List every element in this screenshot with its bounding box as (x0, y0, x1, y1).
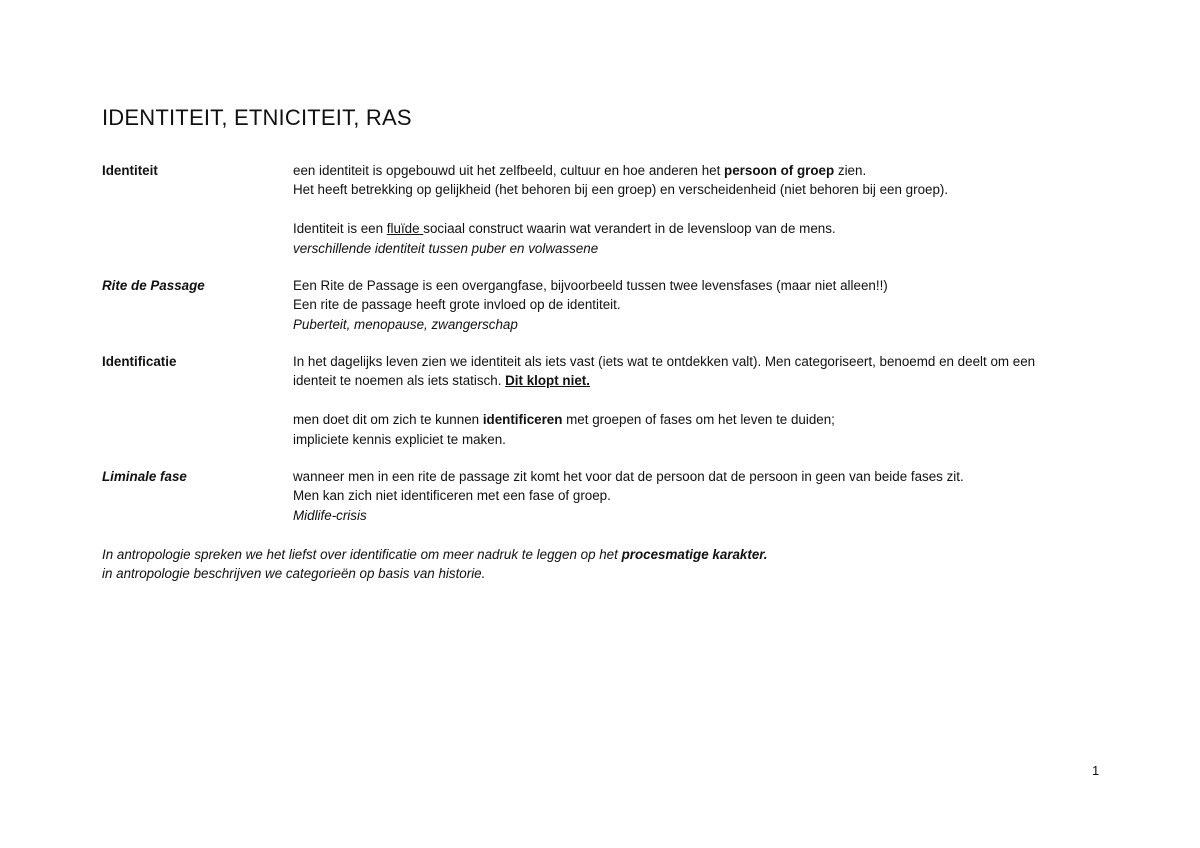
definition-line: Het heeft betrekking op gelijkheid (het behoren bij een groep) en verscheidenheid (niet behoren bij een groep). (293, 182, 949, 198)
note-line (102, 545, 767, 564)
definition-line: Men kan zich niet identificeren met een fase of groep. (293, 488, 611, 504)
text-run: sociaal construct waarin wat verandert in de levensloop van de mens. (423, 221, 836, 237)
term-liminale-fase: Liminale fase (102, 469, 187, 484)
definition-line: wanneer men in een rite de passage zit komt het voor dat de persoon dat de persoon in geen van beide fases zit. (293, 469, 964, 484)
definition-line: In het dagelijks leven zien we identiteit als iets vast (iets wat te ontdekken valt). Men categoriseert, benoemd en deelt om een (293, 354, 1036, 369)
closing-notes (102, 545, 767, 584)
underlined-text: fluïde (386, 221, 424, 237)
definition-line (293, 161, 1103, 180)
definition-line: Een rite de passage heeft grote invloed op de identiteit. (293, 297, 621, 313)
example-line: Puberteit, menopause, zwangerschap (293, 316, 518, 332)
definition-line (293, 410, 1103, 429)
page-number: 1 (1092, 763, 1100, 778)
term-identificatie: Identificatie (102, 354, 177, 369)
definition-identiteit (293, 161, 1103, 258)
definition-line (293, 219, 1103, 238)
text-run: Identiteit is een (293, 221, 387, 237)
example-line: Midlife-crisis (293, 507, 367, 523)
text-run: zien. (834, 163, 867, 178)
note-line: in antropologie beschrijven we categorieën op basis van historie. (102, 566, 486, 582)
term-identiteit: Identiteit (102, 163, 158, 178)
page-title: IDENTITEIT, ETNICITEIT, RAS (102, 105, 412, 130)
term-rite-de-passage: Rite de Passage (102, 278, 205, 293)
example-line: verschillende identiteit tussen puber en volwassene (293, 240, 599, 256)
definition-line (293, 371, 1103, 390)
definition-identificatie (293, 352, 1103, 449)
text-run: identeit te noemen als iets statisch. (293, 373, 506, 389)
definition-line: Een Rite de Passage is een overgangfase, bijvoorbeeld tussen twee levensfases (maar niet alleen!!) (293, 278, 888, 293)
bold-text: identificeren (482, 412, 563, 428)
bold-text: procesmatige karakter. (621, 547, 768, 562)
definition-liminale-fase (293, 467, 1103, 525)
text-run: men doet dit om zich te kunnen (293, 412, 483, 428)
bold-text: persoon of groep (724, 163, 835, 178)
text-run: In antropologie spreken we het liefst over identificatie om meer nadruk te leggen op het (102, 547, 622, 562)
text-run: met groepen of fases om het leven te duiden; (562, 412, 835, 428)
text-run: een identiteit is opgebouwd uit het zelfbeeld, cultuur en hoe anderen het (293, 163, 725, 178)
bold-underlined-text: Dit klopt niet. (505, 373, 590, 389)
definition-rite-de-passage (293, 276, 1103, 334)
definition-line: impliciete kennis expliciet te maken. (293, 431, 506, 447)
